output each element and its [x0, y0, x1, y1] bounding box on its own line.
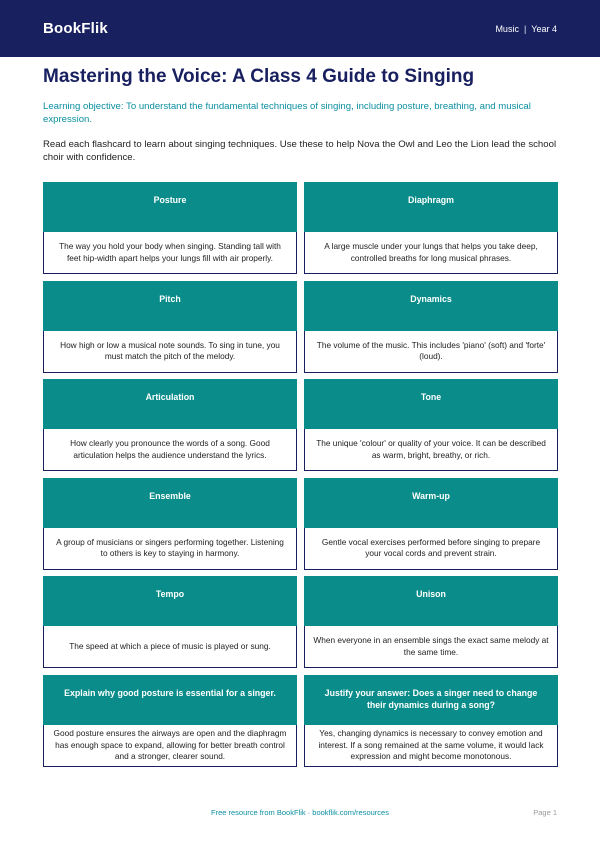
flashcard-term: Warm-up — [304, 478, 558, 528]
question-card[interactable] — [304, 675, 558, 767]
subject-label: Music — [495, 23, 519, 34]
flashcard-definition: When everyone in an ensemble sings the exact same melody at the same time. — [304, 626, 558, 668]
page-header — [0, 0, 600, 57]
question-answer: Yes, changing dynamics is necessary to convey emotion and interest. If a song remained at the same volume, it would lack expression and might become monotonous. — [304, 725, 558, 767]
flashcard[interactable] — [304, 379, 558, 471]
flashcard[interactable] — [304, 182, 558, 274]
flashcard[interactable] — [304, 281, 558, 373]
flashcard-definition: The unique 'colour' or quality of your voice. It can be described as warm, bright, breathy, or rich. — [304, 429, 558, 471]
flashcard-definition: The way you hold your body when singing. Standing tall with feet hip-width apart helps your lungs fill with air properly. — [43, 232, 297, 274]
flashcard-term: Posture — [43, 182, 297, 232]
meta-separator: | — [523, 23, 527, 34]
page-title: Mastering the Voice: A Class 4 Guide to Singing — [43, 66, 475, 87]
intro-text: Read each flashcard to learn about singing techniques. Use these to help Nova the Owl and Leo the Lion lead the school choir with confidence. — [43, 139, 557, 163]
learning-objective: Learning objective: To understand the fundamental techniques of singing, including posture, breathing, and musical expression. — [43, 101, 531, 125]
flashcard-definition: How high or low a musical note sounds. To sing in tune, you must match the pitch of the melody. — [43, 331, 297, 373]
flashcard[interactable] — [43, 478, 297, 570]
flashcard[interactable] — [304, 576, 558, 668]
brand-logo[interactable]: BookFlik — [43, 20, 108, 37]
question-card[interactable] — [43, 675, 297, 767]
flashcard[interactable] — [43, 182, 297, 274]
flashcard-term: Unison — [304, 576, 558, 626]
flashcard-definition: The speed at which a piece of music is played or sung. — [43, 626, 297, 668]
flashcard-term: Diaphragm — [304, 182, 558, 232]
flashcard-definition: Gentle vocal exercises performed before singing to prepare your vocal cords and prevent strain. — [304, 528, 558, 570]
flashcard-term: Tempo — [43, 576, 297, 626]
flashcard-term: Ensemble — [43, 478, 297, 528]
flashcard-term: Dynamics — [304, 281, 558, 331]
flashcard-definition: A large muscle under your lungs that helps you take deep, controlled breaths for long musical phrases. — [304, 232, 558, 274]
footer-link[interactable]: Free resource from BookFlik · bookflik.com/resources — [211, 808, 389, 817]
flashcard-term: Tone — [304, 379, 558, 429]
flashcard[interactable] — [43, 379, 297, 471]
flashcard-definition: The volume of the music. This includes 'piano' (soft) and 'forte' (loud). — [304, 331, 558, 373]
flashcard-definition: A group of musicians or singers performing together. Listening to others is key to staying in harmony. — [43, 528, 297, 570]
flashcard-definition: How clearly you pronounce the words of a song. Good articulation helps the audience understand the lyrics. — [43, 429, 297, 471]
flashcard[interactable] — [43, 281, 297, 373]
flashcard[interactable] — [304, 478, 558, 570]
flashcard-term: Articulation — [43, 379, 297, 429]
header-meta — [495, 24, 557, 34]
question-prompt: Justify your answer: Does a singer need to change their dynamics during a song? — [304, 675, 558, 725]
question-prompt: Explain why good posture is essential for a singer. — [43, 675, 297, 725]
page-number: Page 1 — [533, 808, 557, 817]
flashcard-grid — [43, 182, 558, 767]
flashcard[interactable] — [43, 576, 297, 668]
question-answer: Good posture ensures the airways are open and the diaphragm has enough space to expand, allowing for better breath control and a stronger, clearer sound. — [43, 725, 297, 767]
year-label: Year 4 — [531, 23, 557, 34]
flashcard-term: Pitch — [43, 281, 297, 331]
